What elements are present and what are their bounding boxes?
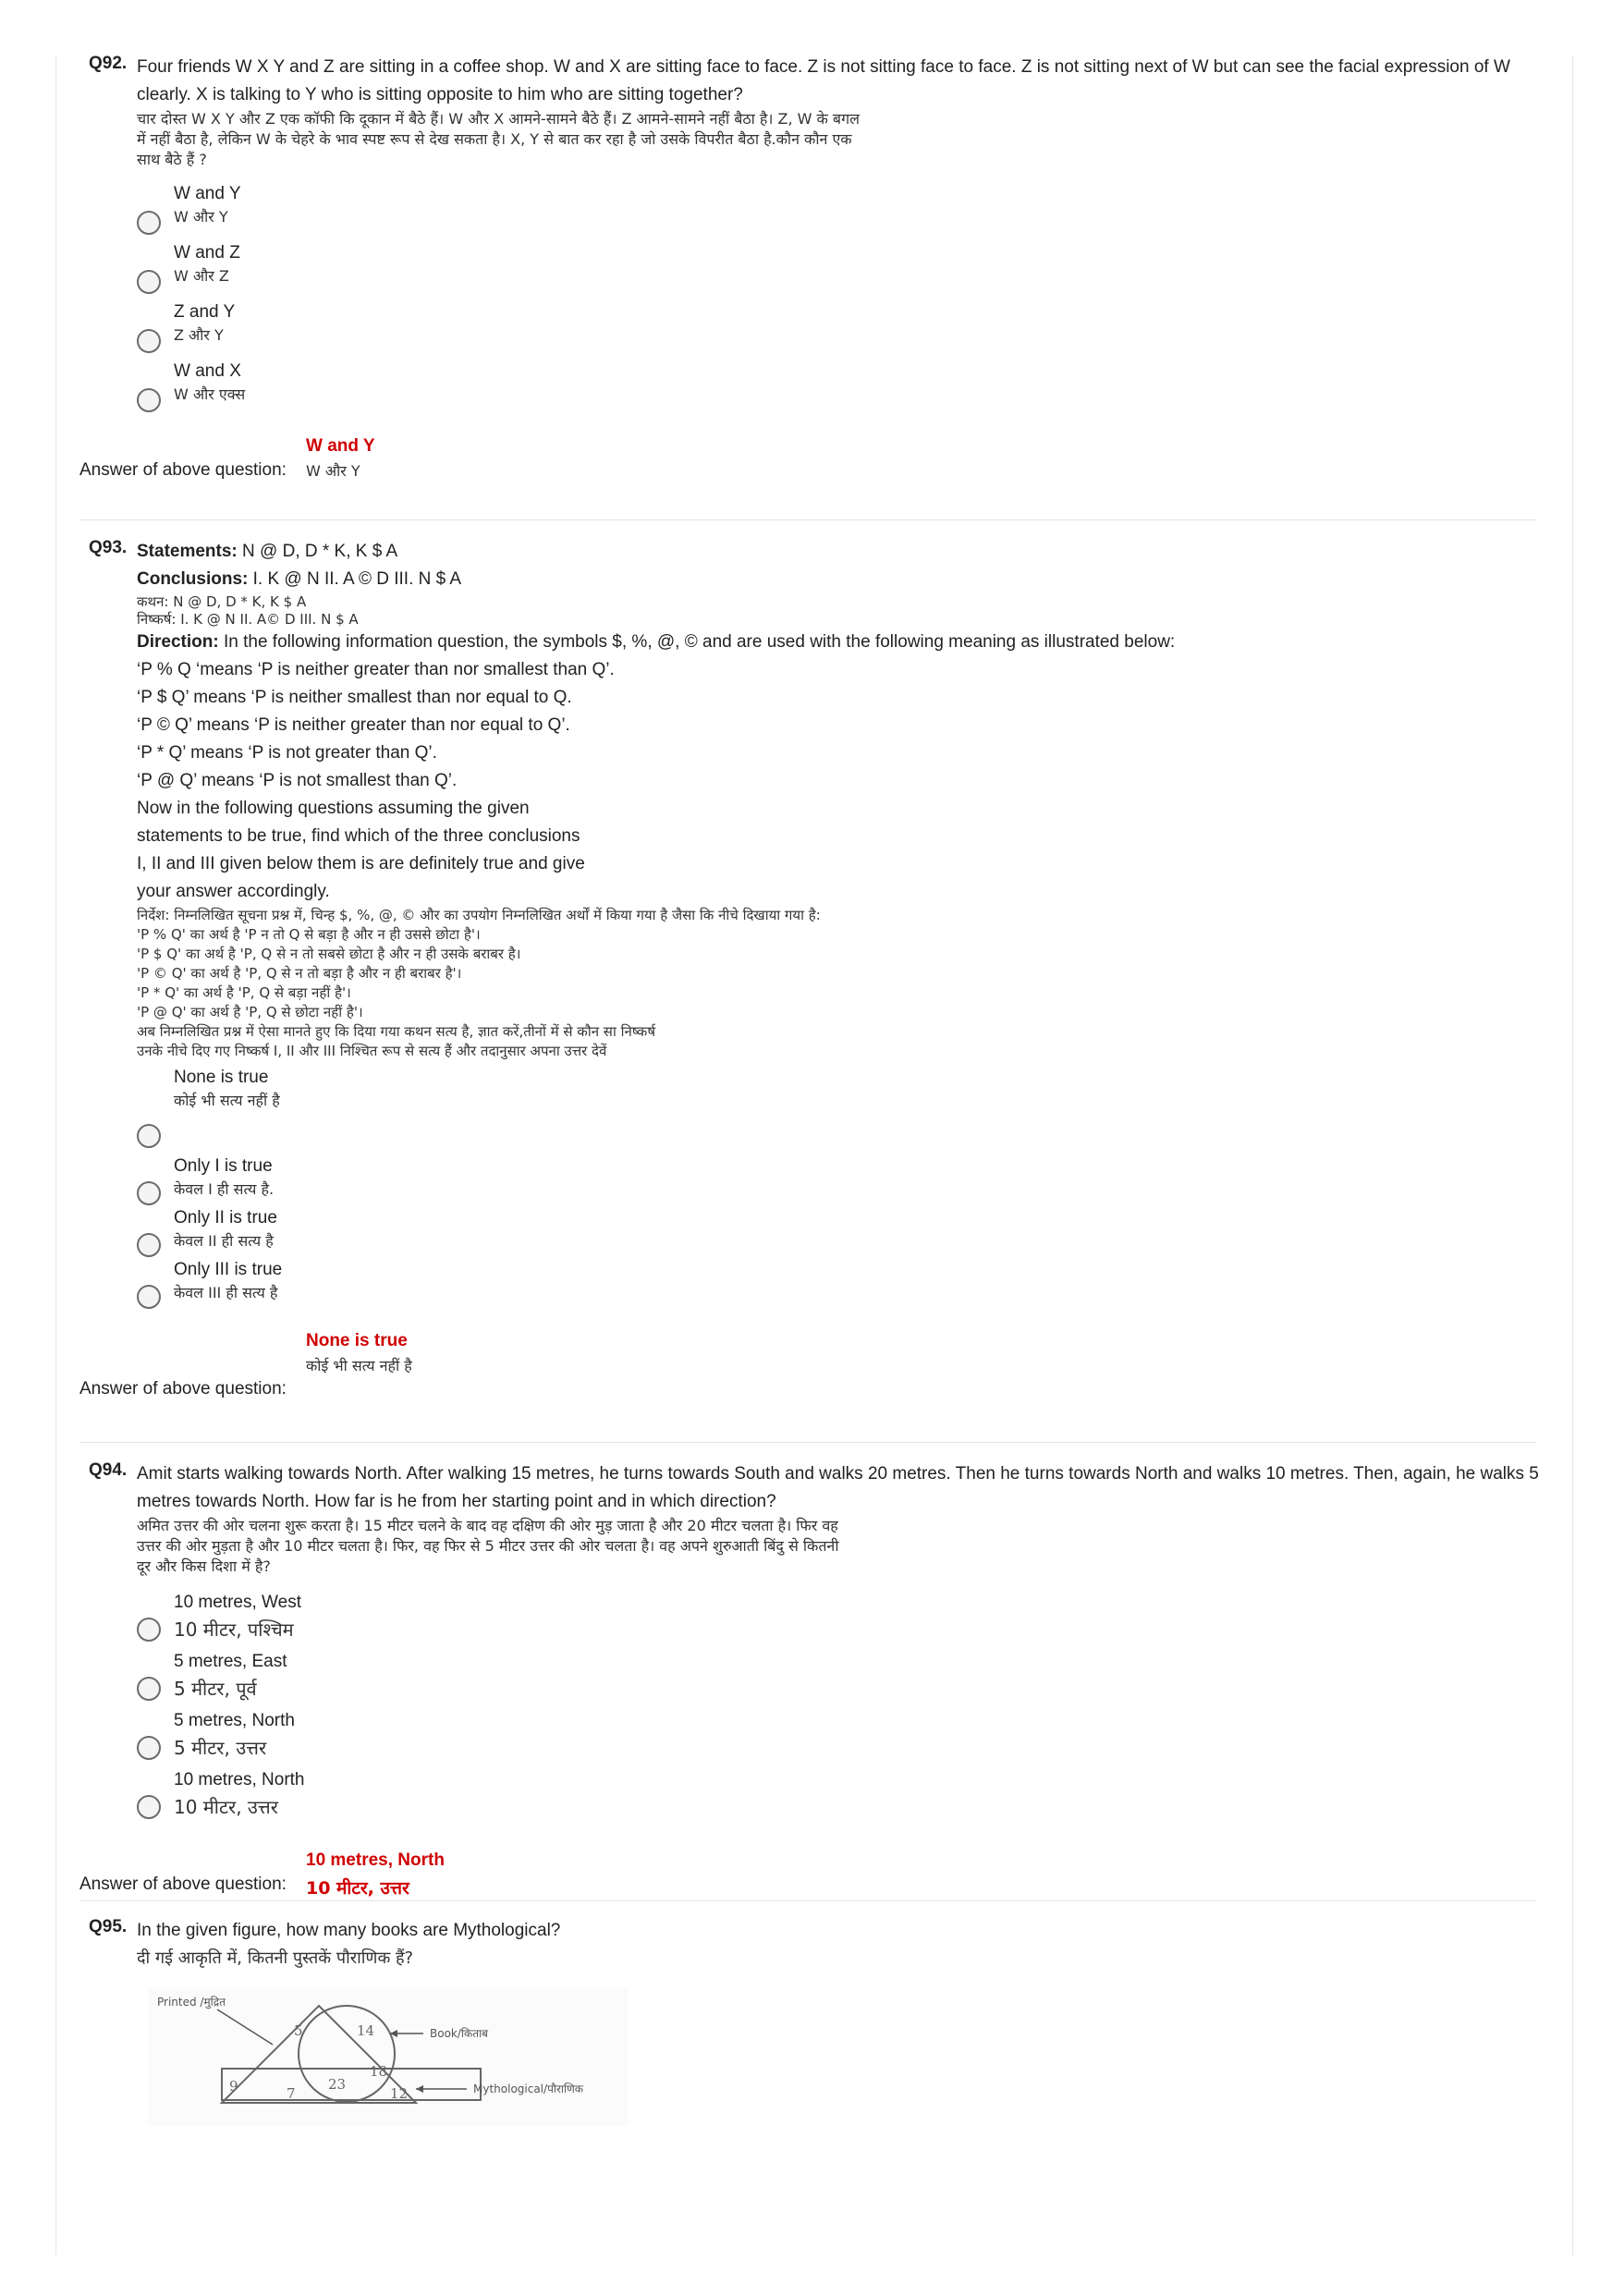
venn-figure <box>148 1987 629 2126</box>
answer-label: Answer of above question: <box>79 1379 287 1398</box>
conclusions-text: I. K @ N II. A © D III. N $ A <box>252 569 462 589</box>
region-label: 9 <box>229 2078 238 2094</box>
option-label-en: 10 metres, West <box>174 1593 301 1612</box>
region-label: 5 <box>294 2022 303 2039</box>
figure-label-book: Book/किताब <box>430 2027 489 2040</box>
option-label-hi: 5 मीटर, पूर्व <box>174 1678 257 1700</box>
answer-block <box>79 1847 1558 1902</box>
option-4[interactable] <box>137 359 1558 405</box>
option-label-en: 5 metres, North <box>174 1711 295 1730</box>
question-text-hi-line: साथ बैठे हैं ? <box>137 151 207 168</box>
direction-line-hi: 'P * Q' का अर्थ है 'P, Q से बड़ा नहीं है'। <box>137 984 351 1001</box>
conclusions-text-hi: निष्कर्ष: I. K @ N II. A© D III. N $ A <box>137 611 359 628</box>
question-text-hi-line: अमित उत्तर की ओर चलना शुरू करता है। 15 मीटर चलने के बाद वह दक्षिण की ओर मुड़ जाता है और 20 मीटर चलता है। फिर वह <box>137 1517 838 1534</box>
figure-label-printed: Printed /मुद्रित <box>157 1996 226 2009</box>
option-label-en: Only III is true <box>174 1260 283 1279</box>
answer-block <box>79 1327 1558 1398</box>
option-label-hi: W और Z <box>174 267 229 285</box>
question-divider <box>79 1900 1535 1901</box>
direction-text: In the following information question, the symbols $, %, @, © and are used with the following meaning as illustrated below: <box>223 632 1176 652</box>
direction-label: Direction: <box>137 632 219 652</box>
question-text-hi: दी गई आकृति में, कितनी पुस्तकें पौराणिक हैं? <box>137 1948 414 1968</box>
question-number: Q94. <box>89 1460 128 1480</box>
question-text-hi-line: दूर और किस दिशा में है? <box>137 1557 271 1575</box>
question-92 <box>79 54 1558 482</box>
direction-line-hi: 'P $ Q' का अर्थ है 'P, Q से न तो सबसे छोटा है और न ही उसके बराबर है। <box>137 946 521 962</box>
question-95 <box>79 1917 1558 1972</box>
question-94 <box>79 1460 1558 1902</box>
option-label-en: Only I is true <box>174 1156 273 1176</box>
option-1[interactable] <box>137 181 1558 227</box>
direction-line: ‘P % Q ‘means ‘P is neither greater than nor smallest than Q’. <box>137 660 615 679</box>
options-list <box>137 1065 1558 1303</box>
option-3[interactable] <box>137 1708 1558 1762</box>
radio-button[interactable] <box>137 1124 161 1148</box>
option-3[interactable] <box>137 299 1558 346</box>
direction-line-hi: उनके नीचे दिए गए निष्कर्ष I, II और III निश्चित रूप से सत्य हैं और तदानुसार अपना उत्तर देवें <box>137 1043 607 1059</box>
question-number: Q95. <box>89 1917 128 1936</box>
option-2[interactable] <box>137 1649 1558 1703</box>
direction-line-hi: 'P % Q' का अर्थ है 'P न तो Q से बड़ा है और न ही उससे छोटा है'। <box>137 926 481 943</box>
radio-button[interactable] <box>137 1233 161 1257</box>
answer-value-en: 10 metres, North <box>306 1850 445 1870</box>
answer-value-hi: W और Y <box>306 462 360 480</box>
direction-line: ‘P * Q’ means ‘P is not greater than Q’. <box>137 743 437 763</box>
option-label-hi: W और एक्स <box>174 385 246 403</box>
option-label-hi: W और Y <box>174 208 228 226</box>
page-border-left <box>55 55 56 2255</box>
answer-value-en: W and Y <box>306 436 375 456</box>
question-text-en: Amit starts walking towards North. After walking 15 metres, he turns towards South and walks 20 metres. Then he turns towards North and walks 10 metres. Then, again, he walks 5 metres towards North. How far is he from her starting point and in which direction? <box>137 1464 1539 1511</box>
statements-text-hi: कथन: N @ D, D * K, K $ A <box>137 593 307 610</box>
radio-button[interactable] <box>137 329 161 353</box>
option-label-hi: केवल III ही सत्य है <box>174 1284 278 1301</box>
question-text-en: In the given figure, how many books are Mythological? <box>137 1921 561 1940</box>
option-label-en: W and Z <box>174 243 240 263</box>
figure-label-mythological: Mythological/पौराणिक <box>473 2082 584 2095</box>
question-text-hi-line: चार दोस्त W X Y और Z एक कॉफी कि दूकान में बैठे हैं। W और X आमने-सामने बैठे हैं। Z आमने-सामने नहीं बैठा है। Z, W के बगल <box>137 110 860 128</box>
option-1[interactable] <box>137 1065 1558 1148</box>
radio-button[interactable] <box>137 1795 161 1819</box>
radio-button[interactable] <box>137 1736 161 1760</box>
question-text-hi-line: उत्तर की ओर मुड़ता है और 10 मीटर चलता है। फिर, वह फिर से 5 मीटर उत्तर की ओर चलता है। वह अपने शुरुआती बिंदु से कितनी <box>137 1537 839 1555</box>
region-label: 14 <box>357 2022 375 2039</box>
option-label-en: Z and Y <box>174 302 236 322</box>
radio-button[interactable] <box>137 1618 161 1642</box>
options-list <box>137 181 1558 405</box>
direction-line: ‘P © Q’ means ‘P is neither greater than nor equal to Q’. <box>137 715 570 735</box>
answer-value-hi: 10 मीटर, उत्तर <box>306 1878 409 1899</box>
radio-button[interactable] <box>137 1181 161 1205</box>
option-label-hi: 10 मीटर, पश्चिम <box>174 1618 294 1641</box>
option-label-hi: केवल I ही सत्य है. <box>174 1180 275 1198</box>
direction-line: ‘P $ Q’ means ‘P is neither smallest than nor equal to Q. <box>137 688 572 707</box>
radio-button[interactable] <box>137 270 161 294</box>
region-label: 12 <box>390 2085 409 2102</box>
option-label-hi: 5 मीटर, उत्तर <box>174 1737 267 1759</box>
region-label: 7 <box>287 2085 296 2102</box>
answer-label: Answer of above question: <box>79 1875 287 1894</box>
question-number: Q92. <box>89 54 128 73</box>
question-text-hi-line: में नहीं बैठा है, लेकिन W के चेहरे के भाव स्पष्ट रूप से देख सकता है। X, Y से बात कर रहा है जो उसके विपरीत बैठा है.कौन कौन एक <box>137 130 852 148</box>
question-text-en: Four friends W X Y and Z are sitting in a coffee shop. W and X are sitting face to face. Z is not sitting face to face. Z is not sitting next of W but can see the facial expression of W clearly. X is talking to Y who is sitting opposite to him who are sitting together? <box>137 57 1510 104</box>
question-93 <box>79 538 1558 1398</box>
direction-line-hi: 'P © Q' का अर्थ है 'P, Q से न तो बड़ा है और न ही बराबर है'। <box>137 965 462 982</box>
statements-text: N @ D, D * K, K $ A <box>242 542 398 561</box>
question-number: Q93. <box>89 538 128 557</box>
option-1[interactable] <box>137 1590 1558 1643</box>
answer-label: Answer of above question: <box>79 460 287 480</box>
conclusions-label: Conclusions: <box>137 569 249 589</box>
option-4[interactable] <box>137 1257 1558 1303</box>
region-label: 23 <box>328 2076 347 2093</box>
option-label-en: Only II is true <box>174 1208 277 1227</box>
option-label-en: 10 metres, North <box>174 1770 305 1789</box>
option-label-hi: Z और Y <box>174 326 224 344</box>
answer-value-hi: कोई भी सत्य नहीं है <box>306 1357 412 1374</box>
option-2[interactable] <box>137 240 1558 287</box>
direction-line-hi: अब निम्नलिखित प्रश्न में ऐसा मानते हुए कि दिया गया कथन सत्य है, ज्ञात करें,तीनों में से कौन सा निष्कर्ष <box>137 1023 655 1040</box>
question-divider <box>79 519 1535 520</box>
option-label-en: 5 metres, East <box>174 1652 287 1671</box>
question-divider <box>79 1442 1535 1443</box>
radio-button[interactable] <box>137 388 161 412</box>
answer-value-en: None is true <box>306 1331 408 1350</box>
option-label-en: W and X <box>174 361 241 381</box>
direction-line: statements to be true, find which of the three conclusions <box>137 826 580 846</box>
direction-line: Now in the following questions assuming the given <box>137 799 530 818</box>
option-label-hi: केवल II ही सत्य है <box>174 1232 274 1250</box>
direction-line-hi: निर्देश: निम्नलिखित सूचना प्रश्न में, चिन्ह $, %, @, © और का उपयोग निम्नलिखित अर्थों में किया गया है जैसा कि नीचे दिखाया गया है: <box>137 907 821 923</box>
region-label: 18 <box>370 2063 388 2080</box>
direction-line: your answer accordingly. <box>137 882 330 901</box>
option-4[interactable] <box>137 1767 1558 1821</box>
options-list <box>137 1590 1558 1821</box>
direction-line-hi: 'P @ Q' का अर्थ है 'P, Q से छोटा नहीं है'। <box>137 1004 363 1020</box>
option-label-en: None is true <box>174 1068 269 1087</box>
option-label-en: W and Y <box>174 184 241 203</box>
direction-line: ‘P @ Q’ means ‘P is not smallest than Q’. <box>137 771 458 790</box>
option-label-hi: 10 मीटर, उत्तर <box>174 1796 278 1818</box>
answer-block <box>79 433 1558 482</box>
direction-line: I, II and III given below them is are definitely true and give <box>137 854 585 873</box>
radio-button[interactable] <box>137 1677 161 1701</box>
option-2[interactable] <box>137 1154 1558 1200</box>
option-3[interactable] <box>137 1205 1558 1252</box>
page-border-right <box>1572 55 1573 2255</box>
option-label-hi: कोई भी सत्य नहीं है <box>174 1092 280 1109</box>
radio-button[interactable] <box>137 211 161 235</box>
statements-label: Statements: <box>137 542 238 561</box>
radio-button[interactable] <box>137 1285 161 1309</box>
